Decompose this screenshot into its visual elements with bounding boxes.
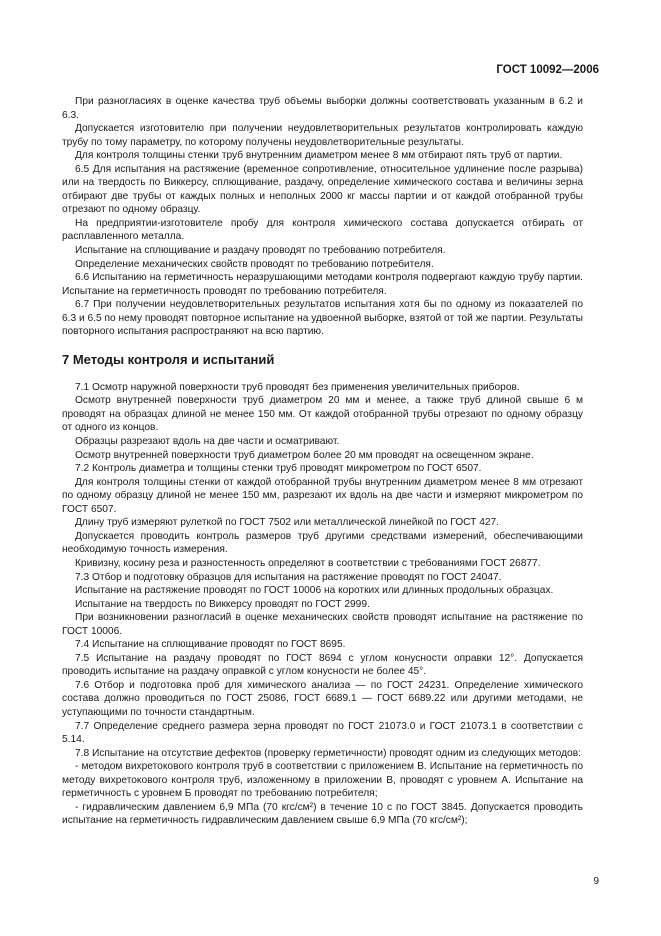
paragraph: На предприятии-изготовителе пробу для контроля химического состава допускается отбирать от расплавленного металла. — [62, 217, 583, 243]
paragraph: Для контроля толщины стенки труб внутренним диаметром менее 8 мм отбирают пять труб от партии. — [75, 150, 563, 162]
paragraph: Осмотр внутренней поверхности труб диаметром 20 мм и менее, а также труб длиной свыше 6 м проводят на образцах длиной не менее 150 мм. От каждой отобранной трубы отрезают по одному образцу от одного из концов. — [62, 395, 583, 434]
page-number: 9 — [593, 876, 599, 887]
paragraph: 7.1 Осмотр наружной поверхности труб проводят без применения увеличительных приборов. — [75, 381, 520, 393]
paragraph: Длину труб измеряют рулеткой по ГОСТ 7502 или металлической линейкой по ГОСТ 427. — [75, 517, 500, 529]
paragraph: 7.3 Отбор и подготовку образцов для испытания на растяжение проводят по ГОСТ 24047. — [75, 571, 502, 583]
paragraph: При возникновении разногласий в оценке механических свойств проводят испытание на растяжение по ГОСТ 10006. — [62, 612, 583, 637]
paragraph: 7.4 Испытание на сплющивание проводят по ГОСТ 8695. — [75, 639, 346, 651]
paragraph: Определение механических свойств проводят по требованию потребителя. — [75, 258, 434, 270]
paragraph: При разногласиях в оценке качества труб объемы выборки должны соответствовать указанным в 6.2 и 6.3. — [62, 96, 583, 121]
paragraph: Для контроля толщины стенки от каждой отобранной трубы внутренним диаметром менее 8 мм отрезают по одному образцу длиной не менее 150 мм, разрезают их вдоль на две части и измеряют микрометром по ГОСТ 6507. — [62, 476, 583, 515]
section-heading: 7 Методы контроля и испытаний — [62, 351, 275, 367]
document-body — [62, 95, 583, 828]
paragraph: 7.6 Отбор и подготовка проб для химического анализа — по ГОСТ 24231. Определение химического состава должно проводиться по ГОСТ 25086, ГОСТ 6689.1 — ГОСТ 6689.22 или другими методами, не уступающими по точности стандартным. — [62, 679, 583, 718]
paragraph: Испытание на твердость по Виккерсу проводят по ГОСТ 2999. — [75, 598, 370, 610]
paragraph: - методом вихретокового контроля труб в соответствии с приложением В. Испытание на герметичность по методу вихретокового контроля труб, изложенному в приложении В, проводят с уровнем А. Испытание на герметичность с уровнем Б проводят по требованию потребителя; — [62, 761, 583, 800]
paragraph: Испытание на растяжение проводят по ГОСТ 10006 на коротких или длинных продольных образцах. — [75, 585, 554, 597]
document-code-header: ГОСТ 10092—2006 — [496, 64, 599, 76]
paragraph: 7.8 Испытание на отсутствие дефектов (проверку герметичности) проводят одним из следующих методов: — [75, 747, 581, 759]
paragraph: Допускается проводить контроль размеров труб другими средствами измерений, обеспечивающими необходимую точность измерения. — [62, 530, 583, 556]
paragraph: - гидравлическим давлением 6,9 МПа (70 кгс/см²) в течение 10 с по ГОСТ 3845. Допускается проводить испытание на герметичность гидравлическим давлением свыше 6,9 МПа (70 кгс/см²); — [62, 801, 583, 827]
paragraph: 6.6 Испытанию на герметичность неразрушающими методами контроля подвергают каждую трубу партии. Испытание на герметичность проводят по требованию потребителя. — [62, 272, 583, 297]
paragraph: 7.7 Определение среднего размера зерна проводят по ГОСТ 21073.0 и ГОСТ 21073.1 в соответствии с 5.14. — [62, 720, 583, 746]
paragraph: 6.5 Для испытания на растяжение (временное сопротивление, относительное удлинение после разрыва) или на твердость по Виккерсу, сплющивание, раздачу, определение химического состава и величины зерна отбирают две трубы от каждых полных и неполных 2000 кг массы партии и от каждой отобранной трубы отрезают по одному образцу. — [62, 163, 583, 216]
paragraph: Осмотр внутренней поверхности труб диаметром более 20 мм проводят на освещенном экране. — [75, 449, 534, 461]
paragraph: Образцы разрезают вдоль на две части и осматривают. — [75, 436, 340, 448]
paragraph: 7.2 Контроль диаметра и толщины стенки труб проводят микрометром по ГОСТ 6507. — [75, 463, 482, 475]
paragraph: 6.7 При получении неудовлетворительных результатов испытания хотя бы по одному из показателей по 6.3 и 6.5 по нему проводят повторное испытание на удвоенной выборке, взятой от той же партии. Результаты повторного испытания распространяют на всю партию. — [62, 299, 583, 338]
paragraph: 7.5 Испытание на раздачу проводят по ГОСТ 8694 с углом конусности оправки 12°. Допускается проводить испытание на раздачу оправкой с углом конусности не более 45°. — [62, 652, 583, 678]
paragraph: Испытание на сплющивание и раздачу проводят по требованию потребителя. — [75, 245, 446, 257]
paragraph: Кривизну, косину реза и разностенность определяют в соответствии с требованиями ГОСТ 26877. — [75, 557, 541, 569]
paragraph: Допускается изготовителю при получении неудовлетворительных результатов контролировать каждую трубу по тому параметру, по которому получены неудовлетворительные результаты. — [62, 123, 583, 148]
